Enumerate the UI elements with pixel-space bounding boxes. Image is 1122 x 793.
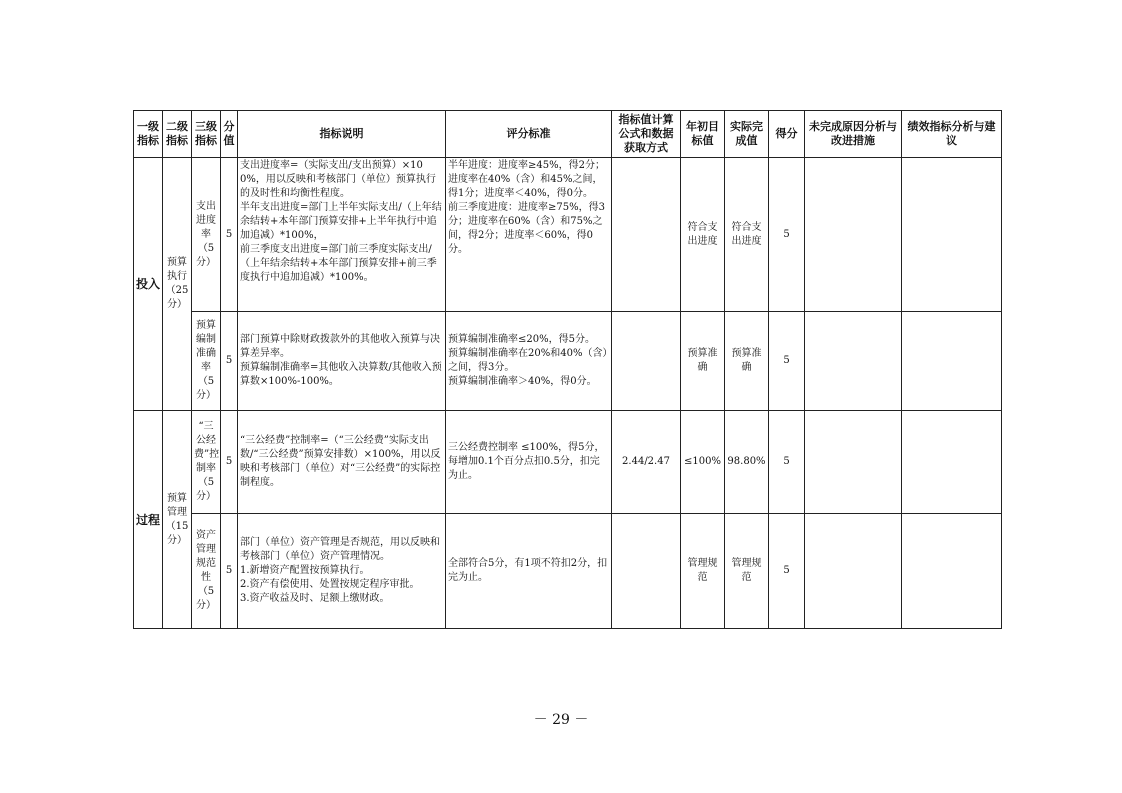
level1-cell: 过程 [134, 411, 163, 629]
description-cell: 支出进度率=（实际支出/支出预算）×100%，用以反映和考核部门（单位）预算执行的及时性和均衡性程度。 半年支出进度=部门上半年实际支出/（上年结余结转+本年部门预算安排+上半年执行中追加追减）*100%， 前三季度支出进度=部门前三季度实际支出/（上年结余结转+本年部门预算安排+前三季度执行中追加追减）*100%。 [238, 158, 446, 312]
header-description: 指标说明 [238, 111, 446, 158]
header-actual: 实际完成值 [725, 111, 769, 158]
page-number: － 29 － [533, 712, 589, 728]
calc-method-cell [612, 514, 681, 629]
level1-cell: 投入 [134, 158, 163, 411]
header-level1: 一级指标 [134, 111, 163, 158]
header-reason: 未完成原因分析与改进措施 [805, 111, 902, 158]
header-calc-method: 指标值计算公式和数据获取方式 [612, 111, 681, 158]
suggestion-cell [902, 411, 1002, 514]
level3-cell: 支出进度率（5分） [192, 158, 221, 312]
suggestion-cell [902, 514, 1002, 629]
header-level2: 二级指标 [163, 111, 192, 158]
suggestion-cell [902, 312, 1002, 411]
suggestion-cell [902, 158, 1002, 312]
level2-cell: 预算管理（15分） [163, 411, 192, 629]
level3-cell: 资产管理规范性（5分） [192, 514, 221, 629]
table-row [134, 158, 1002, 312]
initial-target-cell: ≤100% [681, 411, 725, 514]
header-row [134, 111, 1002, 158]
initial-target-cell: 管理规范 [681, 514, 725, 629]
calc-method-cell: 2.44/2.47 [612, 411, 681, 514]
reason-cell [805, 158, 902, 312]
description-cell: 部门预算中除财政拨款外的其他收入预算与决算差异率。 预算编制准确率=其他收入决算数/其他收入预算数×100%-100%。 [238, 312, 446, 411]
description-cell: “三公经费”控制率=（“三公经费”实际支出数/“三公经费”预算安排数）×100%，用以反映和考核部门（单位）对“三公经费”的实际控制程度。 [238, 411, 446, 514]
reason-cell [805, 411, 902, 514]
level2-cell: 预算执行（25分） [163, 158, 192, 411]
table-row [134, 411, 1002, 514]
performance-indicator-table [133, 110, 1002, 629]
score-cell: 5 [769, 411, 805, 514]
calc-method-cell [612, 158, 681, 312]
reason-cell [805, 312, 902, 411]
description-cell: 部门（单位）资产管理是否规范，用以反映和考核部门（单位）资产管理情况。 1.新增资产配置按预算执行。 2.资产有偿使用、处置按规定程序审批。 3.资产收益及时、足额上缴财政。 [238, 514, 446, 629]
criteria-cell: 半年进度：进度率≥45%，得2分；进度率在40%（含）和45%之间，得1分；进度率＜40%，得0分。 前三季度进度：进度率≥75%，得3分；进度率在60%（含）和75%之间，得2分；进度率＜60%，得0分。 [446, 158, 612, 312]
header-score: 得分 [769, 111, 805, 158]
score-cell: 5 [769, 514, 805, 629]
criteria-cell: 预算编制准确率≤20%，得5分。 预算编制准确率在20%和40%（含）之间，得3分。 预算编制准确率＞40%，得0分。 [446, 312, 612, 411]
value-cell: 5 [221, 312, 238, 411]
level3-cell: 预算编制准确率（5分） [192, 312, 221, 411]
level3-cell: “三公经费”控制率（5分） [192, 411, 221, 514]
score-cell: 5 [769, 312, 805, 411]
actual-cell: 符合支出进度 [725, 158, 769, 312]
header-initial-target: 年初目标值 [681, 111, 725, 158]
initial-target-cell: 符合支出进度 [681, 158, 725, 312]
actual-cell: 98.80% [725, 411, 769, 514]
header-criteria: 评分标准 [446, 111, 612, 158]
header-suggestion: 绩效指标分析与建议 [902, 111, 1002, 158]
table-row [134, 312, 1002, 411]
calc-method-cell [612, 312, 681, 411]
actual-cell: 预算准确 [725, 312, 769, 411]
score-cell: 5 [769, 158, 805, 312]
value-cell: 5 [221, 514, 238, 629]
actual-cell: 管理规范 [725, 514, 769, 629]
table-row [134, 514, 1002, 629]
criteria-cell: 三公经费控制率 ≤100%，得5分，每增加0.1个百分点扣0.5分，扣完为止。 [446, 411, 612, 514]
criteria-cell: 全部符合5分，有1项不符扣2分，扣完为止。 [446, 514, 612, 629]
value-cell: 5 [221, 158, 238, 312]
initial-target-cell: 预算准确 [681, 312, 725, 411]
header-score-value: 分值 [221, 111, 238, 158]
reason-cell [805, 514, 902, 629]
value-cell: 5 [221, 411, 238, 514]
header-level3: 三级指标 [192, 111, 221, 158]
